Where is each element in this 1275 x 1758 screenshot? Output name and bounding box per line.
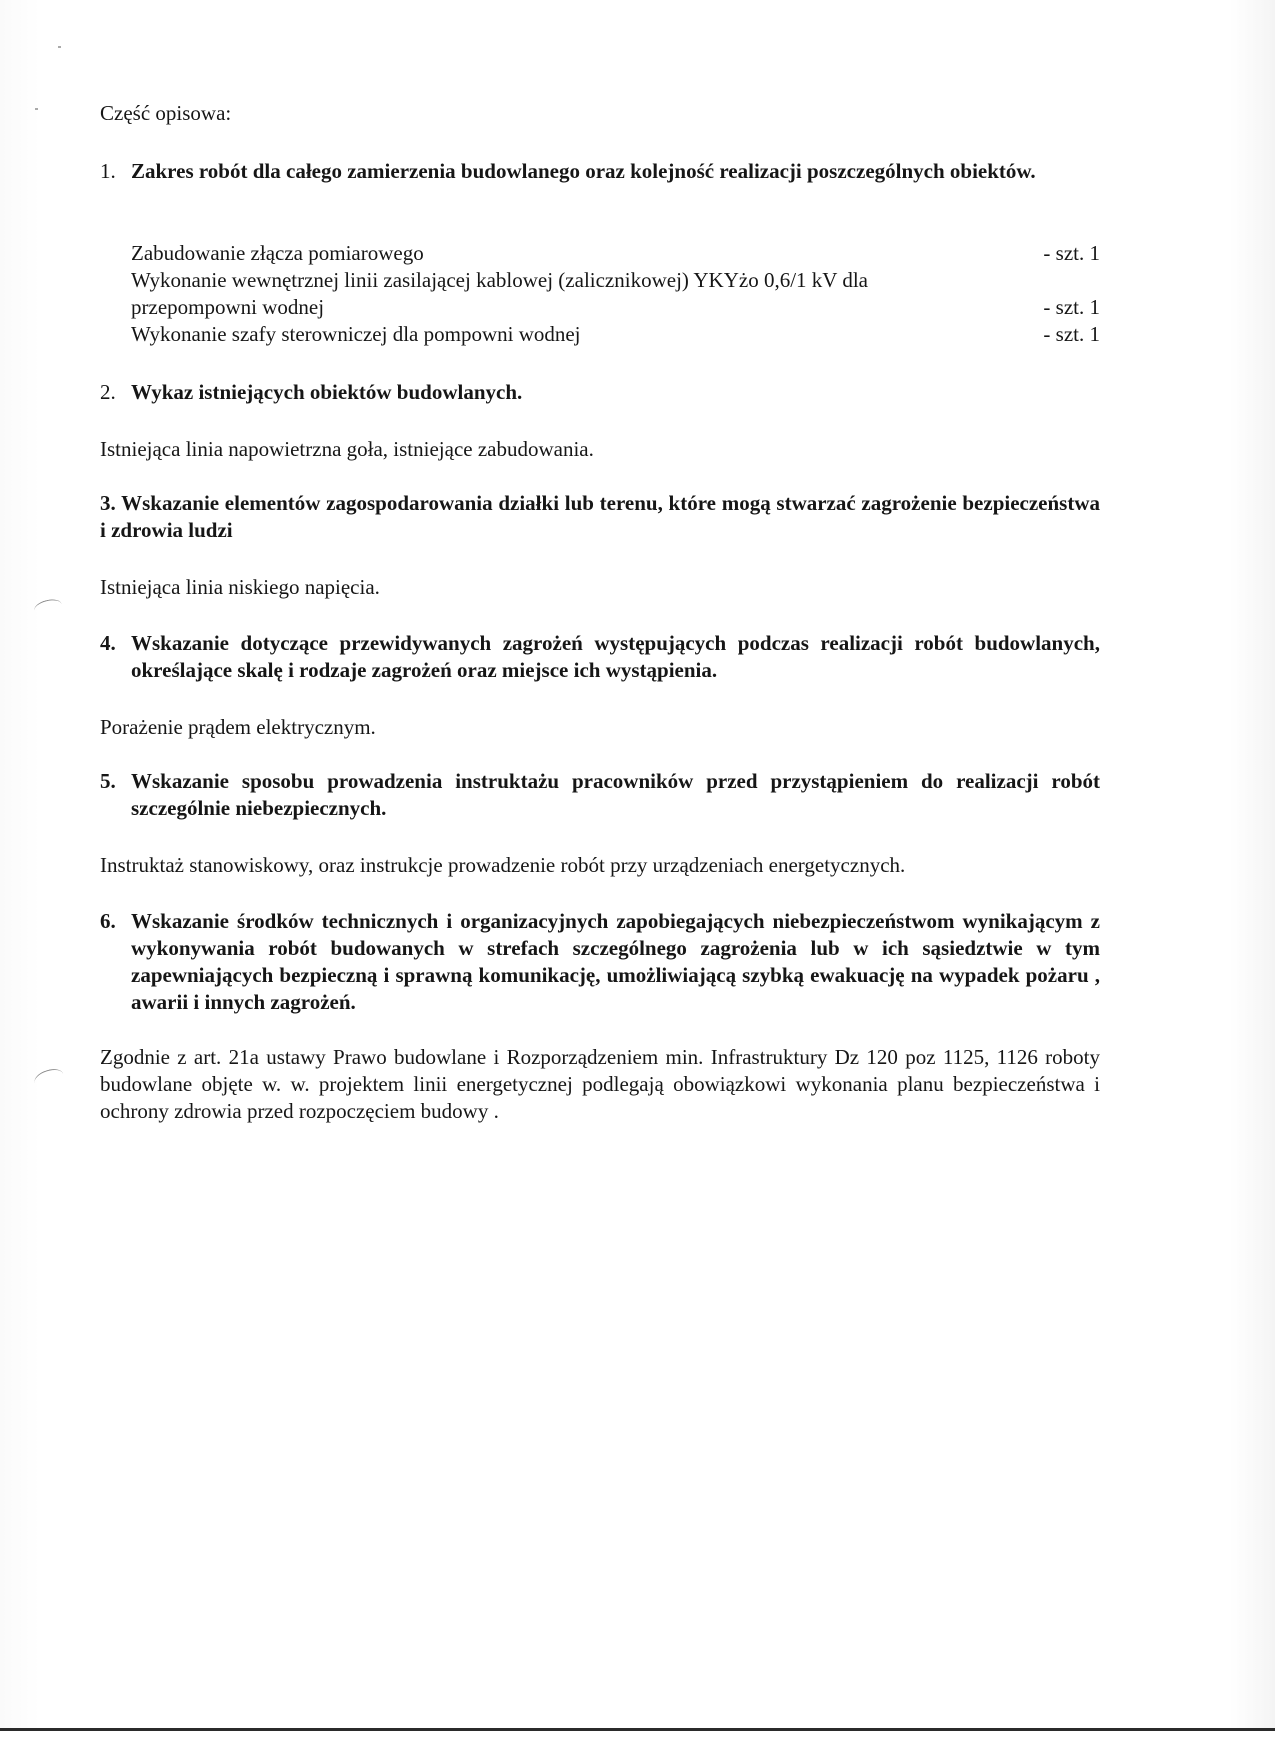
- section-number: 1.: [100, 159, 116, 183]
- section-number: 5.: [100, 769, 116, 793]
- scan-speck: [58, 46, 61, 48]
- scope-item: [131, 267, 1100, 294]
- section-number: 6.: [100, 909, 116, 933]
- section-heading-text: Wskazanie dotyczące przewidywanych zagrożeń występujących podczas realizacji robót budowlanych, określające skalę i rodzaje zagrożeń oraz miejsce ich wystąpienia.: [131, 631, 1100, 682]
- section-1-heading: [100, 158, 1100, 185]
- scope-item-text: Wykonanie szafy sterowniczej dla pompowni wodnej: [131, 322, 581, 346]
- scope-item-quantity: - szt. 1: [1043, 295, 1100, 319]
- section-6-heading: [100, 908, 1100, 1016]
- scan-bottom-edge: [0, 1728, 1275, 1758]
- scope-item: [131, 240, 1100, 267]
- section-number: 2.: [100, 380, 116, 404]
- section-5-heading: [100, 768, 1100, 822]
- scope-item-continued: [131, 294, 1100, 321]
- section-heading-text: Zakres robót dla całego zamierzenia budowlanego oraz kolejność realizacji poszczególnych obiektów.: [131, 159, 1036, 183]
- section-4-body: Porażenie prądem elektrycznym.: [100, 715, 376, 739]
- scope-item-text: Wykonanie wewnętrznej linii zasilającej kablowej (zalicznikowej) YKYżo 0,6/1 kV dla: [131, 268, 868, 292]
- scope-items-list: [131, 240, 1100, 348]
- section-4-heading: [100, 630, 1100, 684]
- section-5-body: Instruktaż stanowiskowy, oraz instrukcje prowadzenie robót przy urządzeniach energetycznych.: [100, 853, 906, 877]
- scope-item: [131, 321, 1100, 348]
- section-2-heading: [100, 379, 1100, 406]
- scope-item-quantity: - szt. 1: [1043, 322, 1100, 346]
- section-heading-text: Wykaz istniejących obiektów budowlanych.: [131, 380, 523, 404]
- intro-label: Część opisowa:: [100, 101, 232, 125]
- section-2-body: Istniejąca linia napowietrzna goła, istniejące zabudowania.: [100, 437, 594, 461]
- scan-speck: [35, 108, 38, 110]
- scope-item-text: przepompowni wodnej: [131, 295, 325, 319]
- section-heading-text: Wskazanie sposobu prowadzenia instruktażu pracowników przed przystąpieniem do realizacji robót szczególnie niebezpiecznych.: [131, 769, 1100, 820]
- section-3-body: Istniejąca linia niskiego napięcia.: [100, 575, 380, 599]
- section-3-heading: 3. Wskazanie elementów zagospodarowania działki lub terenu, które mogą stwarzać zagrożenie bezpieczeństwa i zdrowia ludzi: [100, 491, 1100, 542]
- section-6-body: Zgodnie z art. 21a ustawy Prawo budowlane i Rozporządzeniem min. Infrastruktury Dz 120 poz 1125, 1126 roboty budowlane objęte w. w. projektem linii energetycznej podlegają obowiązkowi wykonania planu bezpieczeństwa i ochrony zdrowia przed rozpoczęciem budowy .: [100, 1045, 1100, 1123]
- section-number: 4.: [100, 631, 116, 655]
- scope-item-text: Zabudowanie złącza pomiarowego: [131, 241, 424, 265]
- scope-item-quantity: - szt. 1: [1043, 241, 1100, 265]
- section-heading-text: Wskazanie środków technicznych i organizacyjnych zapobiegających niebezpieczeństwom wynikającym z wykonywania robót budowanych w strefach szczególnego zagrożenia lub w ich sąsiedztwie w tym zapewniających bezpieczną i sprawną komunikację, umożliwiającą szybką ewakuację na wypadek pożaru , awarii i innych zagrożeń.: [131, 909, 1100, 1014]
